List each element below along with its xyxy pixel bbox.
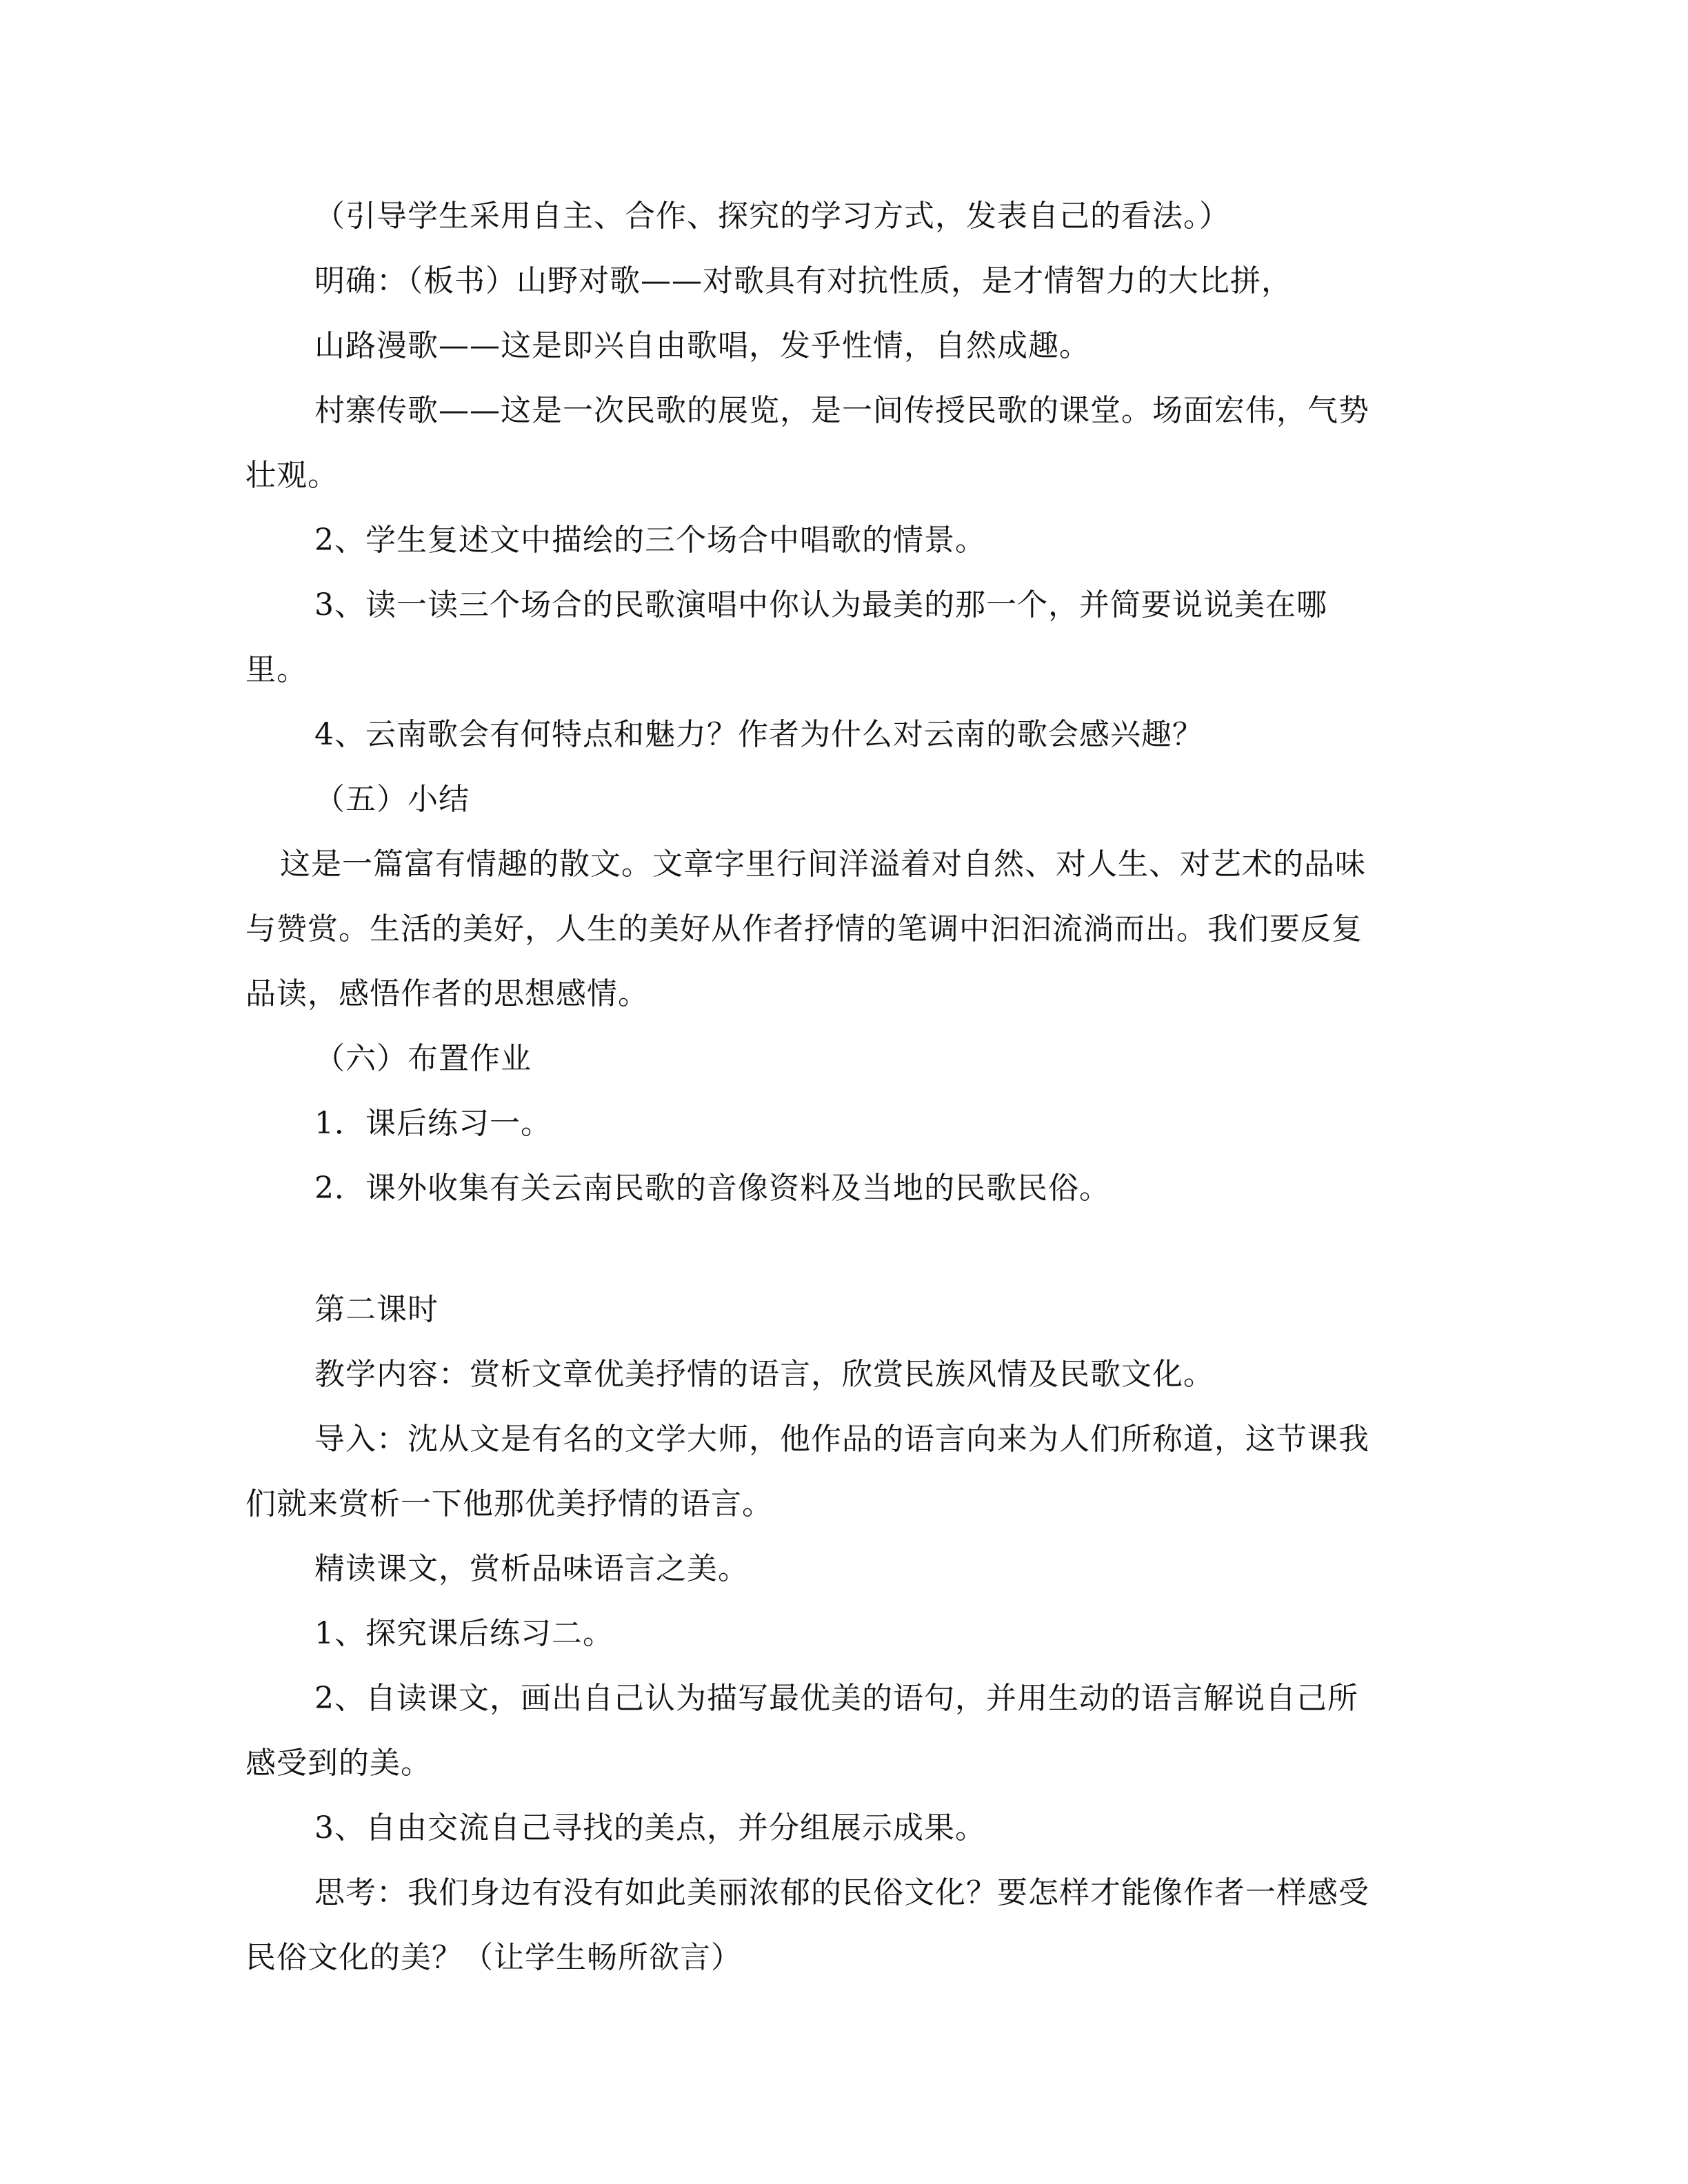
text-line: 们就来赏析一下他那优美抒情的语言。 bbox=[245, 1486, 773, 1521]
text-line: 4、云南歌会有何特点和魅力？作者为什么对云南的歌会感兴趣？ bbox=[314, 717, 1203, 752]
text-line: 导入：沈从文是有名的文学大师，他作品的语言向来为人们所称道，这节课我 bbox=[314, 1422, 1369, 1457]
text-line: 明确：（板书）山野对歌——对歌具有对抗性质，是才情智力的大比拼， bbox=[314, 263, 1292, 299]
text-line: 感受到的美。 bbox=[245, 1746, 432, 1781]
text-line: 3、自由交流自己寻找的美点，并分组展示成果。 bbox=[314, 1810, 986, 1846]
text-line: 壮观。 bbox=[245, 458, 339, 493]
text-line: 民俗文化的美？（让学生畅所欲言） bbox=[245, 1940, 742, 1975]
text-line: 1．课后练习一。 bbox=[314, 1106, 552, 1141]
text-line: 思考：我们身边有没有如此美丽浓郁的民俗文化？要怎样才能像作者一样感受 bbox=[314, 1875, 1369, 1910]
text-line: 村寨传歌——这是一次民歌的展览，是一间传授民歌的课堂。场面宏伟，气势 bbox=[314, 393, 1369, 428]
text-line: （引导学生采用自主、合作、探究的学习方式，发表自己的看法。） bbox=[314, 199, 1230, 234]
section-heading: 第二课时 bbox=[314, 1292, 439, 1327]
text-line: 3、读一读三个场合的民歌演唱中你认为最美的那一个，并简要说说美在哪 bbox=[314, 587, 1327, 623]
text-line: 里。 bbox=[245, 652, 308, 687]
text-line: 2、学生复述文中描绘的三个场合中唱歌的情景。 bbox=[314, 523, 986, 558]
text-line: 2．课外收集有关云南民歌的音像资料及当地的民歌民俗。 bbox=[314, 1171, 1110, 1206]
text-line: 与赞赏。生活的美好，人生的美好从作者抒情的笔调中汩汩流淌而出。我们要反复 bbox=[245, 911, 1363, 947]
text-line: 2、自读课文，画出自己认为描写最优美的语句，并用生动的语言解说自己所 bbox=[314, 1681, 1358, 1716]
text-line: 1、探究课后练习二。 bbox=[314, 1616, 614, 1651]
text-line: 这是一篇富有情趣的散文。文章字里行间洋溢着对自然、对人生、对艺术的品味 bbox=[280, 847, 1366, 882]
text-line: 精读课文，赏析品味语言之美。 bbox=[314, 1551, 749, 1586]
text-line: 教学内容：赏析文章优美抒情的语言，欣赏民族风情及民歌文化。 bbox=[314, 1357, 1214, 1392]
section-heading: （六）布置作业 bbox=[314, 1041, 532, 1076]
text-line: 山路漫歌——这是即兴自由歌唱，发乎性情，自然成趣。 bbox=[314, 328, 1090, 363]
section-heading: （五）小结 bbox=[314, 782, 470, 817]
text-line: 品读，感悟作者的思想感情。 bbox=[245, 976, 649, 1011]
